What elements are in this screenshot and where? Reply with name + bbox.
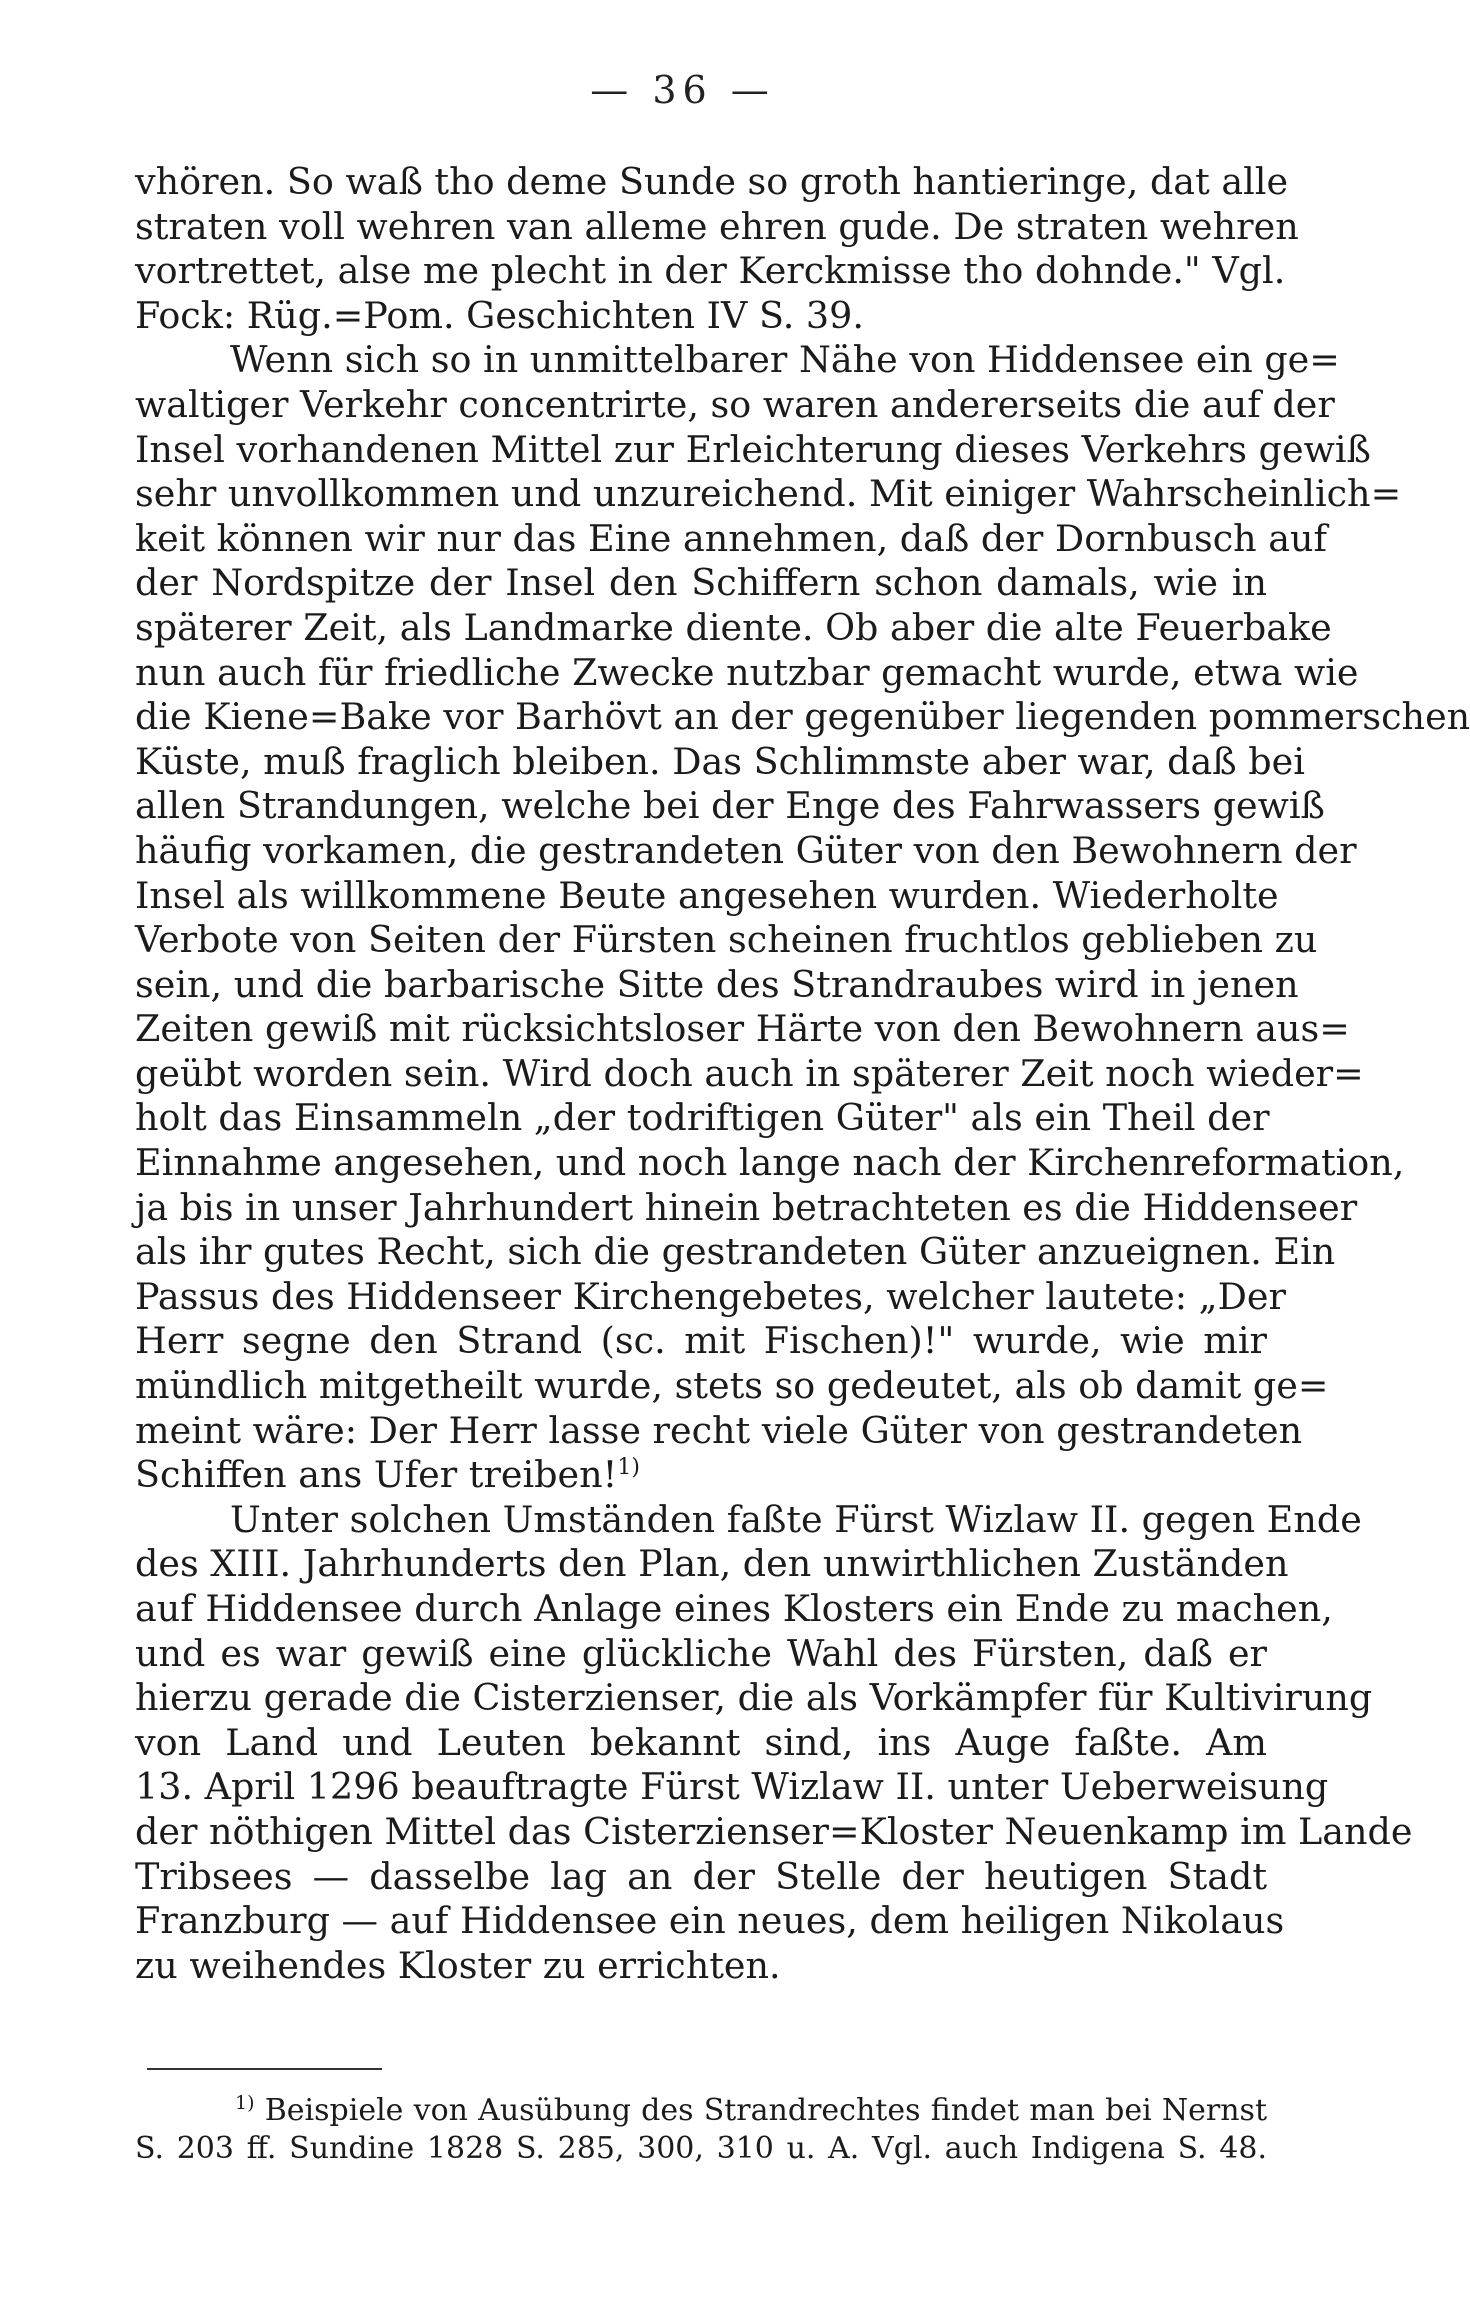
line-text: Zeiten gewiß mit rücksichtsloser Härte von den Bewohnern aus= — [135, 1007, 1350, 1051]
line-text: Schiffen ans Ufer treiben! — [135, 1453, 618, 1497]
line-text: Franzburg — auf Hiddensee ein neues, dem heiligen Nikolaus — [135, 1899, 1285, 1943]
text-line — [135, 1721, 1267, 1766]
text-line — [135, 1230, 1336, 1275]
line-text: Fock: Rüg.=Pom. Geschichten IV S. 39. — [135, 293, 864, 337]
text-line — [135, 204, 1299, 250]
footnote — [135, 2092, 1267, 2168]
line-text: häufig vorkamen, die gestrandeten Güter von den Bewohnern der — [135, 828, 1357, 872]
line-text: Küste, muß fraglich bleiben. Das Schlimmste aber war, daß bei — [135, 739, 1305, 783]
line-text: Insel vorhandenen Mittel zur Erleichterung dieses Verkehrs gewiß — [135, 427, 1371, 471]
line-text: von Land und Leuten bekannt sind, ins Auge faßte. Am — [135, 1720, 1267, 1764]
line-text: hierzu gerade die Cisterzienser, die als Vorkämpfer für Kultivirung — [135, 1676, 1373, 1720]
line-text: des XIII. Jahrhunderts den Plan, den unwirthlichen Zuständen — [135, 1542, 1289, 1586]
text-line — [135, 1542, 1289, 1587]
line-text: Wenn sich so in unmittelbarer Nähe von Hiddensee ein ge= — [230, 338, 1340, 382]
line-text: nun auch für friedliche Zwecke nutzbar gemacht wurde, etwa wie — [135, 650, 1359, 694]
text-line — [135, 1185, 1358, 1231]
line-text: straten voll wehren van alleme ehren gude. De straten wehren — [135, 204, 1299, 248]
text-line — [135, 962, 1299, 1008]
text-line — [135, 160, 1289, 205]
text-line — [135, 1408, 1303, 1454]
line-text: Unter solchen Umständen faßte Fürst Wizlaw II. gegen Ende — [230, 1497, 1362, 1541]
footnote-marker: 1) — [235, 2092, 255, 2114]
text-line — [135, 1453, 1267, 1498]
text-line — [135, 605, 1332, 651]
line-text: Herr segne den Strand (sc. mit Fischen)!" wurde, wie mir — [135, 1319, 1267, 1363]
line-text: waltiger Verkehr concentrirte, so waren andererseits die auf der — [135, 382, 1335, 426]
text-line — [135, 338, 1340, 383]
text-line — [135, 472, 1402, 517]
text-line — [135, 561, 1267, 606]
text-line — [135, 739, 1305, 785]
text-line — [135, 1676, 1373, 1721]
line-text: mündlich mitgetheilt wurde, stets so gedeutet, als ob damit ge= — [135, 1364, 1329, 1408]
text-line — [135, 650, 1359, 696]
text-line — [135, 1497, 1362, 1543]
line-text: Insel als willkommene Beute angesehen wurden. Wiederholte — [135, 873, 1279, 917]
line-text: die Kiene=Bake vor Barhövt an der gegenüber liegenden pommerschen — [135, 695, 1470, 739]
line-text: keit können wir nur das Eine annehmen, daß der Dornbusch auf — [135, 516, 1328, 560]
line-text: sehr unvollkommen und unzureichend. Mit einiger Wahrscheinlich= — [135, 472, 1402, 516]
line-text: 13. April 1296 beauftragte Fürst Wizlaw II. unter Ueberweisung — [135, 1765, 1329, 1809]
line-text: vortrettet, alse me plecht in der Kerckmisse tho dohnde." Vgl. — [135, 249, 1286, 293]
line-text: der nöthigen Mittel das Cisterzienser=Kloster Neuenkamp im Lande — [135, 1809, 1413, 1853]
text-line — [135, 918, 1318, 963]
text-line — [135, 1096, 1270, 1141]
text-line — [135, 1765, 1329, 1810]
text-line — [135, 382, 1335, 428]
text-line — [135, 516, 1328, 562]
footnote-line-1 — [135, 2092, 1267, 2130]
footnote-divider — [147, 2068, 382, 2070]
line-text: auf Hiddensee durch Anlage eines Klosters ein Ende zu machen, — [135, 1587, 1333, 1630]
text-line — [135, 294, 1267, 339]
footnote-text-1: Beispiele von Ausübung des Strandrechtes findet man bei Nernst — [264, 2093, 1267, 2128]
line-text: und es war gewiß eine glückliche Wahl des Fürsten, daß er — [135, 1631, 1267, 1675]
line-text: späterer Zeit, als Landmarke diente. Ob aber die alte Feuerbake — [135, 605, 1332, 649]
text-line — [135, 1855, 1267, 1900]
line-text: der Nordspitze der Insel den Schiffern schon damals, wie in — [135, 561, 1267, 605]
footnote-line-2: S. 203 ff. Sundine 1828 S. 285, 300, 310 u. A. Vgl. auch Indigena S. 48. — [135, 2131, 1267, 2166]
text-line — [135, 1364, 1329, 1409]
text-line — [135, 1944, 1267, 1989]
body-text — [135, 160, 1470, 1988]
footnote-reference: 1) — [617, 1455, 640, 1481]
line-text: zu weihendes Kloster zu errichten. — [135, 1943, 781, 1987]
text-line — [135, 1632, 1267, 1677]
line-text: holt das Einsammeln „der todriftigen Güter" als ein Theil der — [135, 1096, 1270, 1140]
line-text: sein, und die barbarische Sitte des Strandraubes wird in jenen — [135, 962, 1299, 1006]
line-text: vhören. So waß tho deme Sunde so groth hantieringe, dat alle — [135, 160, 1289, 203]
text-line — [135, 828, 1357, 874]
text-line — [135, 1899, 1285, 1944]
page-number: — 36 — — [590, 68, 775, 112]
text-line — [135, 695, 1470, 740]
text-line — [135, 1809, 1413, 1855]
line-text: allen Strandungen, welche bei der Enge des Fahrwassers gewiß — [135, 784, 1325, 828]
text-line — [135, 1319, 1267, 1364]
text-line — [135, 784, 1325, 829]
text-line — [135, 249, 1286, 294]
line-text: meint wäre: Der Herr lasse recht viele Güter von gestrandeten — [135, 1408, 1303, 1452]
text-line — [135, 873, 1279, 919]
line-text: ja bis in unser Jahrhundert hinein betrachteten es die Hiddenseer — [135, 1185, 1358, 1229]
text-line — [135, 1274, 1286, 1320]
line-text: Einnahme angesehen, und noch lange nach der Kirchenreformation, — [135, 1141, 1405, 1185]
line-text: Tribsees — dasselbe lag an der Stelle der heutigen Stadt — [135, 1854, 1267, 1898]
text-line — [135, 427, 1371, 473]
text-line — [135, 1051, 1364, 1097]
line-text: geübt worden sein. Wird doch auch in späterer Zeit noch wieder= — [135, 1051, 1364, 1095]
line-text: als ihr gutes Recht, sich die gestrandeten Güter anzueignen. Ein — [135, 1230, 1336, 1274]
line-text: Verbote von Seiten der Fürsten scheinen fruchtlos geblieben zu — [135, 918, 1318, 962]
text-line — [135, 1007, 1350, 1052]
line-text: Passus des Hiddenseer Kirchengebetes, welcher lautete: „Der — [135, 1274, 1286, 1318]
text-line — [135, 1587, 1333, 1632]
text-line — [135, 1141, 1405, 1186]
